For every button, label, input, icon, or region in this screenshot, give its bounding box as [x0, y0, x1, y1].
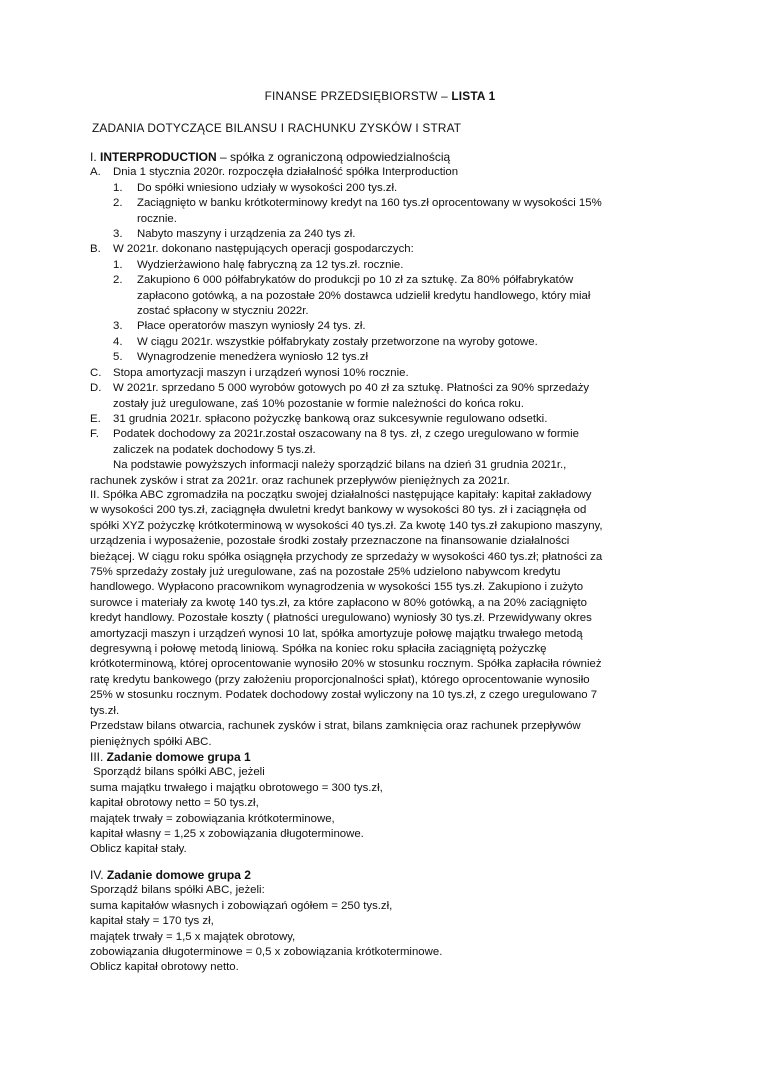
item-b [90, 242, 690, 257]
paragraph-line: handlowego. Wypłacono pracownikom wynagrodzenia w wysokości 155 tys.zł. Zakupiono i zużyto [90, 581, 584, 594]
section-4-title: Zadanie domowe grupa 2 [106, 868, 251, 882]
section-1-number: I. [90, 150, 101, 164]
item-d-text: W 2021r. sprzedano 5 000 wyrobów gotowych po 40 zł za sztukę. Płatności za 90% sprzedaży [113, 382, 590, 395]
task-line: kapitał stały = 170 tys zł, [90, 915, 214, 928]
item-b-sub-1 [90, 258, 690, 273]
sub-number: 3. [113, 320, 123, 333]
section-1-heading-rest: – spółka z ograniczoną odpowiedzialnością [216, 150, 451, 164]
item-e [90, 412, 690, 427]
item-b-sub-4 [90, 335, 690, 350]
sub-number: 2. [113, 197, 123, 210]
paragraph-line: kredyt handlowy. Pozostałe koszty ( płatności uregulowano) wyniosły 30 tys.zł. Przewidywany okres [90, 612, 592, 625]
paragraph-line: krótkoterminową, której oprocentowanie wynosiło 20% w stosunku rocznym. Spółka zapłaciła również [90, 658, 602, 671]
sub-text: Zakupiono 6 000 półfabrykatów do produkcji po 10 zł za sztukę. Za 80% półfabrykatów [137, 274, 574, 287]
paragraph-line: bieżącej. W ciągu roku spółka osiągnęła przychody ze sprzedaży w wysokości 460 tys.zł; płatności za [90, 550, 603, 563]
sub-number: 4. [113, 335, 123, 348]
task-line: zobowiązania długoterminowe = 0,5 x zobowiązania krótkoterminowe. [90, 946, 443, 959]
section-3-number: III. [90, 750, 107, 764]
paragraph-line: urządzenia i wyposażenie, pozostałe środki zostały przeznaczone na finansowanie działalności [90, 535, 570, 548]
paragraph-line: surowce i materiały za kwotę 140 tys.zł, za które zapłacono w 80% gotówką, a na 20% zaciągnięto [90, 596, 588, 609]
item-a-label: A. [90, 166, 101, 179]
item-b-sub-2-continuation: zapłacono gotówką, a na pozostałe 20% dostawca udzielił kredytu handlowego, który miał [137, 289, 591, 302]
section-1-company-name: INTERPRODUCTION [100, 150, 217, 164]
section-3-heading [90, 750, 680, 765]
item-c [90, 366, 690, 381]
item-a-sub-1 [90, 181, 690, 196]
item-f-label: F. [90, 428, 99, 441]
section-3-title: Zadanie domowe grupa 1 [106, 750, 251, 764]
section-interproduction [90, 150, 690, 489]
sub-text: Nabyto maszyny i urządzenia za 240 tys zł. [137, 228, 356, 241]
item-a [90, 165, 690, 180]
paragraph-line: pieniężnych spółki ABC. [90, 735, 212, 748]
item-f-text: Podatek dochodowy za 2021r.został oszacowany na 8 tys. zł, z czego uregulowano w formie [113, 428, 580, 441]
item-b-text: W 2021r. dokonano następujących operacji gospodarczych: [113, 243, 414, 256]
item-a-sub-3 [90, 227, 690, 242]
paragraph-line: degresywną i połowę metodą liniową. Spółka na koniec roku spłaciła zaciągniętą pożyczkę [90, 643, 547, 656]
paragraph-line: 25% w stosunku rocznym. Podatek dochodowy został wyliczony na 10 tys.zł, z czego uregulowano 7 [90, 689, 598, 702]
sub-text: Wydzierżawiono halę fabryczną za 12 tys.zł. rocznie. [137, 258, 404, 271]
item-b-sub-2 [90, 273, 690, 288]
sub-number: 1. [113, 258, 123, 271]
sub-text: Do spółki wniesiono udziały w wysokości 200 tys.zł. [137, 181, 398, 194]
task-line: suma majątku trwałego i majątku obrotowego = 300 tys.zł, [90, 781, 383, 794]
task-line: kapitał własny = 1,25 x zobowiązania długoterminowe. [90, 828, 364, 841]
item-d-label: D. [90, 382, 102, 395]
item-b-sub-5 [90, 350, 690, 365]
sub-text: Płace operatorów maszyn wyniosły 24 tys. zł. [137, 320, 366, 333]
task-line: Sporządź bilans spółki ABC, jeżeli [90, 766, 265, 779]
item-a-sub-2 [90, 196, 690, 211]
task-line: suma kapitałów własnych i zobowiązań ogółem = 250 tys.zł, [90, 899, 393, 912]
item-f-continuation: zaliczek na podatek dochodowy 5 tys.zł. [113, 443, 316, 456]
paragraph-line: amortyzacji maszyn i urządzeń wynosi 10 lat, spółka amortyzuje połowę majątku trwałego metodą [90, 627, 583, 640]
section-1-instruction-continuation: rachunek zysków i strat za 2021r. oraz rachunek przepływów pieniężnych za 2021r. [90, 474, 510, 487]
item-c-label: C. [90, 366, 102, 379]
sub-number: 3. [113, 228, 123, 241]
paragraph-line: w wysokości 200 tys.zł, zaciągnęła dwuletni kredyt bankowy w wysokości 80 tys. zł i zaciągnęła od [90, 504, 587, 517]
paragraph-line: spółki XYZ pożyczkę krótkoterminową w wysokości 40 tys.zł. Za kwotę 140 tys.zł zakupiono maszyny, [90, 519, 603, 532]
item-a-sub-2-continuation: rocznie. [137, 212, 177, 225]
sub-number: 1. [113, 181, 123, 194]
paragraph-line: ratę kredytu bankowego (przy założeniu proporcjonalności spłat), którego oprocentowanie wynosiło [90, 673, 590, 686]
task-line: Oblicz kapitał stały. [90, 843, 187, 856]
item-b-label: B. [90, 243, 101, 256]
sub-text: Zaciągnięto w banku krótkoterminowy kredyt na 160 tys.zł oprocentowany w wysokości 15% [137, 197, 602, 210]
section-homework-group-2 [90, 868, 680, 976]
task-line: majątek trwały = 1,5 x majątek obrotowy, [90, 930, 296, 943]
task-line: Sporządź bilans spółki ABC, jeżeli: [90, 884, 265, 897]
sub-number: 2. [113, 274, 123, 287]
sub-text: W ciągu 2021r. wszystkie półfabrykaty zostały przetworzone na wyroby gotowe. [137, 335, 538, 348]
title-prefix: FINANSE PRZEDSIĘBIORSTW – [264, 89, 452, 103]
sub-number: 5. [113, 351, 123, 364]
sub-text: Wynagrodzenie menedżera wyniosło 12 tys.zł [137, 351, 368, 364]
section-1-instruction: Na podstawie powyższych informacji należy sporządzić bilans na dzień 31 grudnia 2021r., [113, 459, 567, 472]
title-list-number: LISTA 1 [451, 89, 496, 103]
paragraph-line: 75% sprzedaży zostały już uregulowane, zaś na pozostałe 25% udzielono nabywcom kredytu [90, 566, 561, 579]
section-abc-company [90, 488, 680, 750]
item-a-text: Dnia 1 stycznia 2020r. rozpoczęła działalność spółka Interproduction [113, 166, 459, 179]
task-line: kapitał obrotowy netto = 50 tys.zł, [90, 797, 259, 810]
item-c-text: Stopa amortyzacji maszyn i urządzeń wynosi 10% rocznie. [113, 366, 409, 379]
item-f [90, 427, 690, 442]
paragraph-line: tys.zł. [90, 704, 120, 717]
paragraph-line: Przedstaw bilans otwarcia, rachunek zysków i strat, bilans zamknięcia oraz rachunek przepływów [90, 720, 581, 733]
item-e-text: 31 grudnia 2021r. spłacono pożyczkę bankową oraz sukcesywnie regulowano odsetki. [113, 412, 548, 425]
item-d [90, 381, 690, 396]
document-subtitle: ZADANIA DOTYCZĄCE BILANSU I RACHUNKU ZYSKÓW I STRAT [92, 121, 462, 135]
item-d-continuation: zostały już uregulowane, zaś 10% pozostanie w formie należności do końca roku. [113, 397, 524, 410]
section-homework-group-1 [90, 750, 680, 858]
task-line: majątek trwały = zobowiązania krótkoterminowe, [90, 812, 335, 825]
section-4-heading [90, 868, 680, 883]
item-e-label: E. [90, 412, 101, 425]
task-line: Oblicz kapitał obrotowy netto. [90, 961, 239, 974]
item-b-sub-3 [90, 319, 690, 334]
paragraph-line: II. Spółka ABC zgromadziła na początku swojej działalności następujące kapitały: kapitał zakładowy [90, 489, 592, 501]
section-1-heading [90, 150, 690, 165]
item-b-sub-2-continuation-2: zostać spłacony w styczniu 2022r. [137, 305, 309, 318]
section-4-number: IV. [90, 868, 107, 882]
document-title [0, 89, 760, 104]
